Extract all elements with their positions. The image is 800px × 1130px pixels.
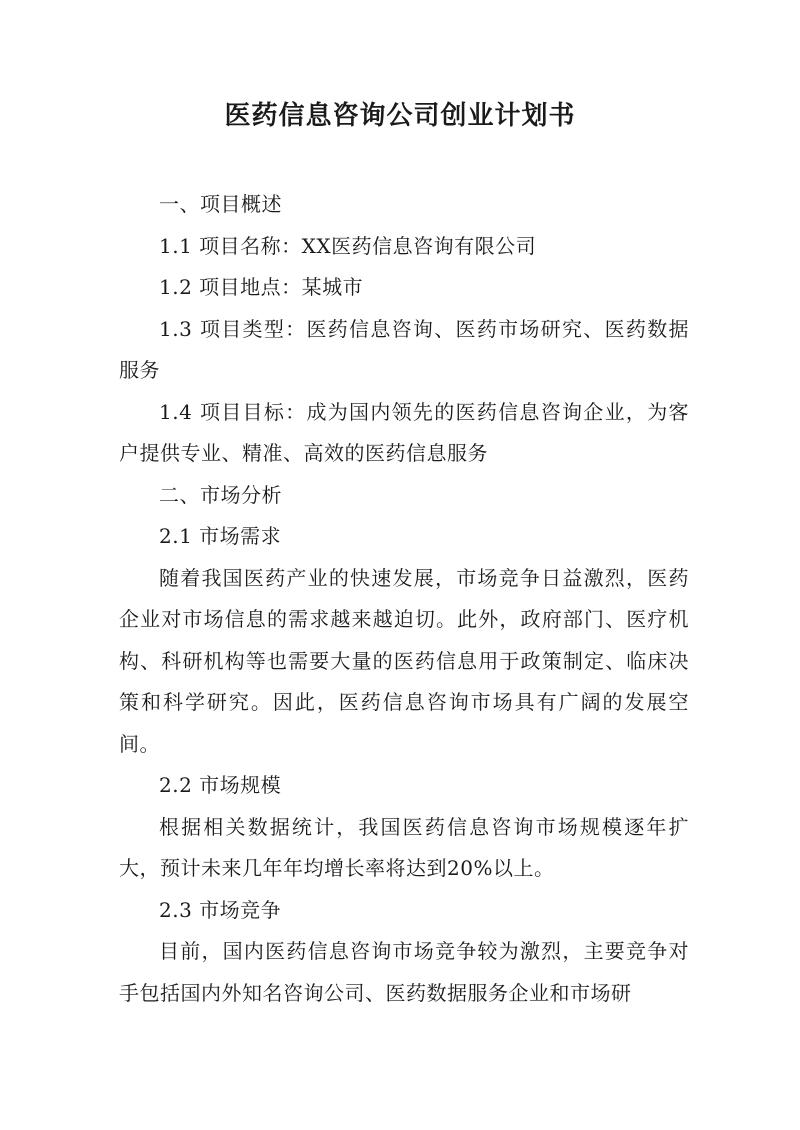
project-goal-item: 1.4 项目目标：成为国内领先的医药信息咨询企业，为客户提供专业、精准、高效的医药信息服务 [119,399,689,465]
document-title: 医药信息咨询公司创业计划书 [224,101,576,131]
market-size-paragraph: 根据相关数据统计，我国医药信息咨询市场规模逐年扩大，预计未来几年年均增长率将达到20%以上。 [119,814,689,880]
market-demand-paragraph: 随着我国医药产业的快速发展，市场竞争日益激烈，医药企业对市场信息的需求越来越迫切。此外，政府部门、医疗机构、科研机构等也需要大量的医药信息用于政策制定、临床决策和科学研究。因此，医药信息咨询市场具有广阔的发展空间。 [119,565,689,756]
section-heading-market-analysis: 二、市场分析 [159,482,282,507]
market-competition-paragraph: 目前，国内医药信息咨询市场竞争较为激烈，主要竞争对手包括国内外知名咨询公司、医药数据服务企业和市场研 [119,939,689,1005]
project-location-item: 1.2 项目地点：某城市 [159,275,364,299]
section-heading-overview: 一、项目概述 [159,192,282,216]
subheading-market-demand: 2.1 市场需求 [159,524,282,548]
project-name-item: 1.1 项目名称：XX医药信息咨询有限公司 [159,233,537,258]
document-body [119,184,689,1014]
subheading-market-size: 2.2 市场规模 [159,773,282,797]
subheading-market-competition: 2.3 市场竞争 [159,897,282,922]
project-type-item: 1.3 项目类型：医药信息咨询、医药市场研究、医药数据服务 [119,316,689,382]
